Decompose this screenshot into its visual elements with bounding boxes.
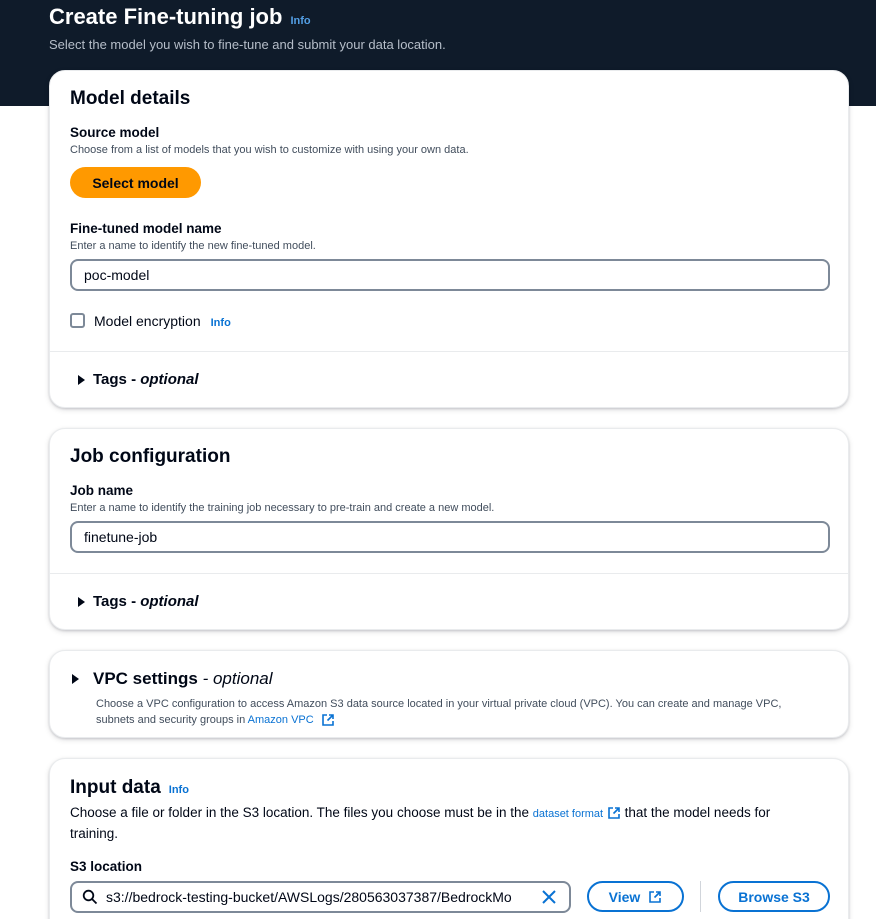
input-data-card bbox=[49, 758, 849, 919]
card-divider bbox=[50, 351, 848, 352]
vpc-settings-expander[interactable] bbox=[72, 669, 273, 689]
input-data-title: Input data bbox=[70, 777, 161, 798]
page-subtitle: Select the model you wish to fine-tune and submit your data location. bbox=[49, 37, 446, 52]
clear-icon[interactable] bbox=[541, 889, 557, 905]
model-tags-label: Tags - bbox=[93, 371, 141, 388]
vpc-settings-card bbox=[49, 650, 849, 738]
model-encryption-checkbox[interactable] bbox=[70, 313, 85, 328]
browse-s3-button[interactable]: Browse S3 bbox=[718, 881, 830, 912]
s3-location-input[interactable] bbox=[70, 881, 571, 913]
input-data-info-link[interactable]: Info bbox=[168, 784, 189, 796]
model-encryption-label: Model encryption bbox=[94, 313, 201, 329]
select-model-button[interactable]: Select model bbox=[70, 167, 201, 198]
external-link-icon bbox=[321, 713, 335, 727]
job-name-desc: Enter a name to identify the training job necessary to pre-train and create a new model. bbox=[70, 502, 495, 514]
input-data-desc: Choose a file or folder in the S3 location. The files you choose must be in the bbox=[70, 805, 533, 820]
source-model-desc: Choose from a list of models that you wish to customize with using your own data. bbox=[70, 144, 469, 156]
vpc-settings-desc-line1: Choose a VPC configuration to access Amazon S3 data source located in your virtual private cloud (VPC). You can create and manage VPC, bbox=[96, 698, 782, 710]
page-title: Create Fine-tuning job bbox=[49, 4, 283, 29]
page-info-link[interactable]: Info bbox=[290, 15, 311, 27]
job-name-input[interactable] bbox=[70, 521, 830, 553]
job-tags-label: Tags - bbox=[93, 593, 141, 610]
view-button-label: View bbox=[608, 888, 641, 905]
search-icon bbox=[82, 889, 98, 905]
fine-tuned-name-input[interactable] bbox=[70, 259, 830, 291]
view-button[interactable] bbox=[587, 881, 684, 912]
job-name-label: Job name bbox=[70, 483, 134, 498]
job-name-value: finetune-job bbox=[84, 529, 158, 545]
s3-location-value: s3://bedrock-testing-bucket/AWSLogs/280563037387/BedrockMo bbox=[106, 889, 512, 905]
caret-right-icon bbox=[72, 674, 79, 684]
amazon-vpc-link[interactable]: Amazon VPC bbox=[247, 714, 314, 726]
caret-right-icon bbox=[78, 597, 85, 607]
s3-location-label: S3 location bbox=[70, 859, 143, 874]
job-tags-optional: optional bbox=[140, 593, 199, 610]
model-details-card bbox=[49, 70, 849, 408]
vpc-settings-optional: - optional bbox=[197, 669, 273, 688]
fine-tuned-name-label: Fine-tuned model name bbox=[70, 221, 222, 236]
source-model-label: Source model bbox=[70, 125, 160, 140]
external-link-icon bbox=[607, 806, 621, 820]
vpc-settings-desc-line2: subnets and security groups in bbox=[96, 714, 248, 726]
model-tags-expander[interactable] bbox=[78, 371, 199, 388]
input-data-desc-after: that the model needs for bbox=[620, 805, 771, 820]
job-tags-expander[interactable] bbox=[78, 593, 199, 610]
model-tags-optional: optional bbox=[140, 371, 199, 388]
job-configuration-title: Job configuration bbox=[70, 446, 231, 467]
dataset-format-link[interactable]: dataset format bbox=[532, 808, 604, 820]
model-details-title: Model details bbox=[70, 88, 191, 109]
vpc-settings-title: VPC settings bbox=[93, 669, 198, 688]
fine-tuned-name-value: poc-model bbox=[84, 267, 150, 283]
external-link-icon bbox=[648, 890, 662, 904]
page-title-row bbox=[49, 4, 311, 30]
card-divider bbox=[50, 573, 848, 574]
input-data-desc-line2: training. bbox=[70, 826, 119, 841]
fine-tuned-name-desc: Enter a name to identify the new fine-tuned model. bbox=[70, 240, 316, 252]
button-separator bbox=[700, 881, 701, 912]
job-configuration-card bbox=[49, 428, 849, 630]
caret-right-icon bbox=[78, 375, 85, 385]
model-encryption-info-link[interactable]: Info bbox=[210, 317, 231, 329]
